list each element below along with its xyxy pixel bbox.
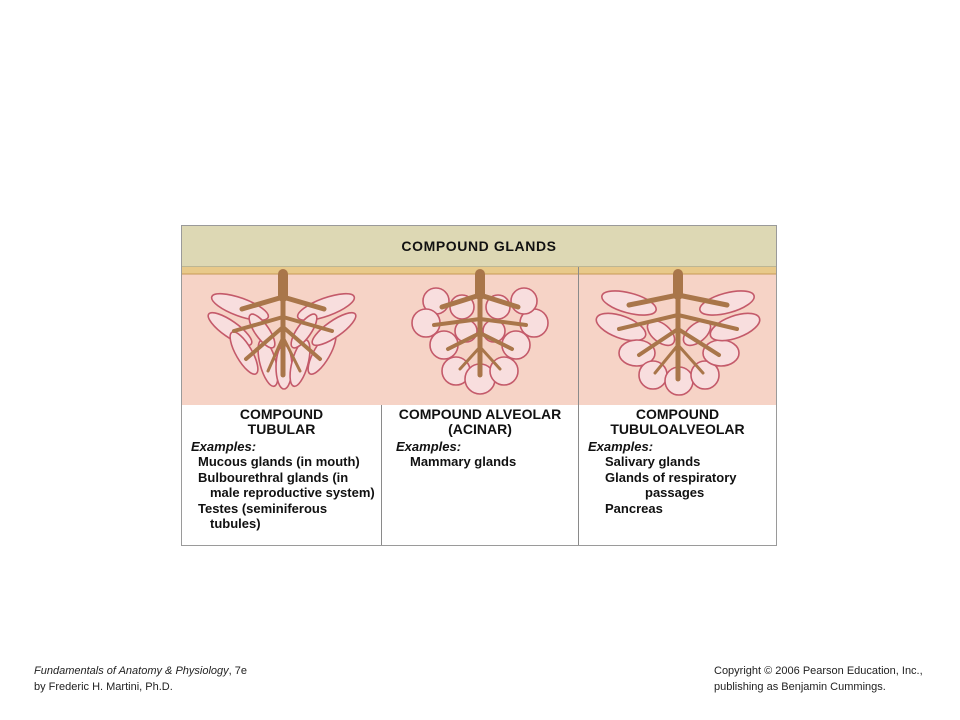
- book-title: Fundamentals of Anatomy & Physiology: [34, 665, 229, 677]
- example-item: Mucous glands (in mouth): [198, 454, 360, 469]
- example-item: Testes (seminiferous tubules): [198, 500, 328, 531]
- caption-title-line2: TUBULAR: [247, 421, 316, 437]
- book-edition: , 7e: [228, 665, 247, 677]
- book-title-line: [34, 663, 247, 679]
- caption-title-line1: COMPOUND: [239, 406, 324, 422]
- examples-list: [382, 454, 578, 470]
- compound-tubuloalveolar-caption: [579, 407, 776, 516]
- caption-title-line1: COMPOUND ALVEOLAR: [398, 406, 562, 422]
- compound-glands-figure: [181, 225, 777, 546]
- examples-list: [182, 454, 381, 532]
- example-item: Pancreas: [605, 500, 663, 516]
- caption-title-line1: COMPOUND: [635, 406, 720, 422]
- publisher-line: publishing as Benjamin Cummings.: [714, 681, 886, 693]
- panel-compound-alveolar: [382, 267, 579, 545]
- compound-tubuloalveolar-illustration: [579, 267, 776, 405]
- panel-compound-tubuloalveolar: [579, 267, 776, 545]
- example-item: Glands of respiratory passages: [605, 469, 737, 500]
- compound-tubular-illustration: [182, 267, 382, 405]
- compound-alveolar-caption: [382, 407, 578, 470]
- compound-alveolar-illustration: [382, 267, 578, 405]
- examples-label: Examples:: [191, 439, 257, 454]
- book-author: by Frederic H. Martini, Ph.D.: [34, 681, 173, 693]
- examples-list: [579, 454, 776, 516]
- footer-citation: [34, 663, 247, 695]
- figure-title: COMPOUND GLANDS: [182, 226, 776, 267]
- caption-title-line2: TUBULOALVEOLAR: [610, 421, 745, 437]
- examples-label: Examples:: [588, 439, 654, 454]
- compound-tubular-caption: [182, 407, 381, 532]
- footer-copyright: [714, 663, 923, 695]
- copyright-line: Copyright © 2006 Pearson Education, Inc.,: [714, 665, 923, 677]
- caption-title-line2: (ACINAR): [448, 421, 512, 437]
- panel-compound-tubular: [182, 267, 382, 545]
- example-item: Salivary glands: [605, 454, 701, 469]
- example-item: Mammary glands: [410, 454, 517, 469]
- examples-label: Examples:: [396, 439, 462, 454]
- example-item: Bulbourethral glands (in male reproductive system): [198, 469, 375, 500]
